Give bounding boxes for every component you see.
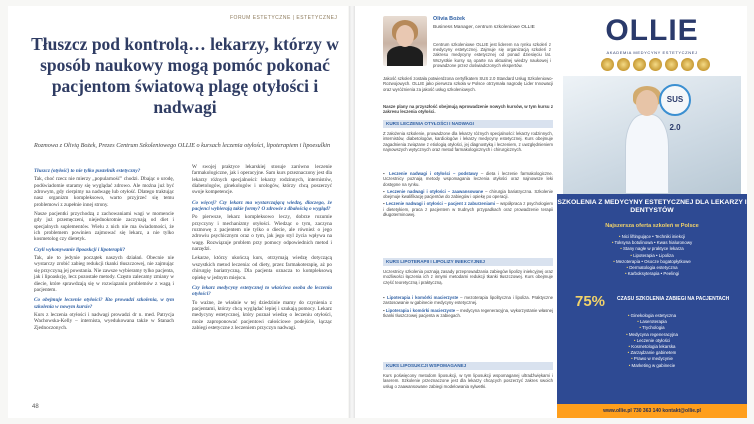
bio-name: Olivia Bożek	[433, 16, 466, 22]
ollie-logo: OLLIE	[605, 14, 699, 47]
logo-tagline: AKADEMIA MEDYCYNY ESTETYCZNEJ	[606, 50, 698, 55]
list-item: • Laseroterapia	[571, 319, 733, 325]
list-item: • Toksyna botulinowa • Kwas hialuronowy	[571, 240, 733, 246]
ad-hero-image	[563, 76, 741, 194]
course-list	[571, 234, 733, 277]
list-item: • Kosmetologia lekarska	[571, 344, 733, 350]
ad-contact-bar[interactable]: www.ollie.pl 730 363 140 kontakt@ollie.pl	[557, 404, 747, 418]
list-item: • Prawo w medycynie	[571, 356, 733, 362]
ad-subheadline: Najszersza oferta szkoleń w Polsce	[605, 223, 699, 229]
block-b1	[192, 200, 332, 253]
author-photo	[383, 16, 427, 66]
list-item: • Trychologia	[571, 325, 733, 331]
answer: Po pierwsze, lekarz kompleksowo leczy, dobrze rozumie przyczyny i mechanizmy otyłości. Wiedząc o tym, zaczyna rozmowę z pacjentem nie tylko o diecie, ale również o jego zdrowiu psychicznym oraz o tym, jak jego styl życia wpływa na wagę. Rozwiązuje problem przy pomocy odpowiednich metod i narzędzi.	[192, 214, 332, 253]
bullet-list-lipotherapy	[383, 295, 553, 320]
photo-body	[387, 46, 423, 66]
award-medal-icon	[633, 58, 646, 71]
list-item: • Dermatologia estetyczna	[571, 265, 733, 271]
interview-continuation	[367, 6, 555, 418]
photo-face	[396, 25, 414, 47]
big-percentage: 75%	[575, 293, 606, 310]
section-header: FORUM ESTETYCZNE | ESTETYCZNEJ	[230, 15, 338, 21]
award-medal-icon	[697, 58, 710, 71]
right-page	[355, 6, 747, 418]
sus-certificate-badge: SUS 2.0	[659, 84, 691, 116]
question: Czyli wykonywanie lipoaskcji i lipoterapii?	[34, 246, 126, 253]
block-a0	[34, 168, 174, 208]
award-medal-icon	[617, 58, 630, 71]
list-item: • Stany nagłe w praktyce lekarza	[571, 246, 733, 252]
list-item: • Nici liftingujące • Techniki iniekcji	[571, 234, 733, 240]
big-percentage-label: CZASU SZKOLENIA ZABIEGI NA PACJENTACH	[617, 296, 730, 302]
intro-text: Jakość szkoleń została potwierdzona certyfikatem SUS 2.0 Standard Usług Szkoleniowo-Rozwojowych. OLLIE jako pierwsza szkoła w Polsce otrzymała nagrodę Lider Innowacji oraz wyróżnienia za jakość usług szkoleniowych.	[383, 76, 553, 92]
list-item: ▪ Leczenie nadwagi i otyłości – zaawansowane – chirurgia bariatryczna. Szkolenie obejmuje kwalifikację pacjentów do zabiegów i opiekę po operacji.	[383, 188, 554, 200]
block-a1	[34, 211, 174, 243]
block-a2	[34, 247, 174, 293]
award-medal-icon	[665, 58, 678, 71]
question: Co więcej? Czy lekarz ma wystarczającą wiedzę, dlaczego, że pacjenci wybierają takie formy? O zdrowie z dbałością o wygląd?	[192, 199, 332, 213]
bio-role: Business Manager, centrum szkoleniowe OLLIE	[433, 25, 535, 30]
bio-text: Centrum szkoleniowe OLLIE jest liderem na rynku szkoleń z medycyny estetycznej. Zajmuje się organizacją szkoleń z zakresu medycyny estetycznej od ponad dziesięciu lat. Wszystkie kursy są oparte na aktualnej wiedzy naukowej i prowadzone przez doświadczonych ekspertów.	[433, 42, 551, 68]
list-item: ▪ Leczenie nadwagi i otyłości – pacjent z zaburzeniami – współpraca z psychologiem i dietetykiem, praca z pacjentem w trudnych przypadkach oraz prowadzenie terapii długoterminowej.	[383, 201, 553, 218]
question: Co obejmuje leczenie otyłości? Kto prowadzi szkolenia, w tym szkolenia w nowym kursie?	[34, 297, 174, 310]
page-number: 48	[32, 404, 39, 410]
block-a3	[34, 297, 174, 331]
answer: Lekarze, którzy ukończą kurs, otrzymają wiedzę dotyczącą wszystkich metod leczenia: od diety, przez farmakoterapię, aż po chirurgię bariatryczną. Dla pacjenta oznacza to kompleksową opiekę w jednym miejscu.	[192, 255, 332, 281]
section-text-liposuction: Kurs poświęcony metodom liposukcji, w tym liposukcji wspomaganej ultradźwiękami i laserem. Szkolenie przeznaczone jest dla lekarzy chcących poszerzyć zakres swoich usług o zaawansowane zabiegi modelowania sylwetki.	[383, 373, 553, 389]
left-page	[8, 6, 348, 418]
list-item: • Medycyna regeneracyjna	[571, 332, 733, 338]
list-item: • Ginekologia estetyczna	[571, 313, 733, 319]
question: Czy lekarz medycyny estetycznej to właściwa osoba do leczenia otyłości?	[192, 284, 332, 298]
block-b3	[192, 285, 332, 331]
bullet-list-obesity	[383, 171, 553, 219]
ad-headline: SZKOLENIA Z MEDYCYNY ESTETYCZNEJ DLA LEKARZY I DENTYSTÓW	[557, 199, 747, 214]
block-b0	[192, 164, 332, 196]
list-item: ▪ Leczenie nadwagi i otyłości – podstawy – dieta i leczenie farmakologiczne. Uczestnicy poznają metody wspomagania leczenia otyłości oraz najnowsze leki dostępne na rynku.	[383, 171, 553, 187]
list-item: • Zarządzanie gabinetem	[571, 350, 733, 356]
award-badges	[601, 58, 711, 72]
award-medal-icon	[649, 58, 662, 71]
article-lead: Rozmowa z Olivią Bożek, Prezes Centrum Szkoleniowego OLLIE o kursach leczenia otyłości, lipoterapiem i lipoesulkin	[34, 142, 331, 149]
list-item: • Marketing w gabinecie	[571, 363, 733, 369]
answer: Tak, ale to jedynie początek naszych działań. Obecnie nie wystarczy zrobić zabieg redukcji tkanki tłuszczowej, nie zajmując się przyczyną jej powstania. Nie zawsze wybieramy tylko pacjenta, jak i lipoaskcję, lecz pozostałe metody. Często zalecamy zmiany w diecie, które sprawdzają się w rozwiązaniu problemów z wagą i pacjentem.	[34, 255, 175, 293]
section-heading-lipotherapy: KURS LIPOTERAPII I LIPOLIZY INIEKCYJNEJ	[383, 258, 553, 266]
section-text-obesity: Z założenia szkolenie, prowadzone dla lekarzy różnych specjalności: lekarzy rodzinnych, internistów, diabetologów, kardiologów i lekarzy medycyny estetycznej. Kurs obejmuje zagadnienia związane z etiologią otyłości, jej diagnostyką i leczeniem, z uwzględnieniem najnowszych wytycznych oraz metod farmakologicznych i chirurgicznych.	[383, 131, 553, 152]
list-item: ▪ Lipoterapia i komórki macierzyste – mezoterapia lipolityczna i lipoliza. Praktyczne zastosowanie w gabinecie medycyny estetycznej.	[383, 295, 553, 306]
block-b2	[192, 255, 332, 280]
text-column-1	[34, 164, 174, 334]
award-medal-icon	[601, 58, 614, 71]
question: Tłuszcz (otyłość) to nie tylko pustelnik estetyczny?	[34, 168, 141, 174]
answer: W swojej praktyce lekarskiej stosuje zarówno leczenie farmakologiczne, jak i operacyjne. Sam kurs przeznaczony jest dla lekarzy różnych specjalności: lekarzy rodzinnych, internistów, diabetologów, ginekologów i urologów, którzy chcą poszerzyć swoje kompetencje.	[192, 164, 332, 196]
award-medal-icon	[681, 58, 694, 71]
text-column-2	[192, 164, 332, 334]
ollie-advertisement[interactable]	[557, 6, 747, 418]
list-item: • Karboksyterapia • Peelingi	[571, 271, 733, 277]
intro-bold-text: Nasze plany na przyszłość obejmują wprowadzenie nowych kursów, w tym kursu z zakresu leczenia otyłości.	[383, 104, 553, 115]
list-item: • Leczenie otyłości	[571, 338, 733, 344]
article-title: Tłuszcz pod kontrolą… lekarzy, którzy w sposób naukowy mogą pomóc pokonać pacjentom światową plagę otyłości i nadwagi	[31, 34, 339, 117]
course-list-2	[571, 313, 733, 369]
section-heading-liposuction: KURS LIPOSUKCJI WSPOMAGANEJ	[383, 362, 553, 370]
answer: Tak, choć rzecz nie mierzy „popularność” chodzi. Dbając o urodę, podświadomie staramy się wyglądać zdrowo. Ale można już być zdrowym, gdy cierpimy na nadwagę lub otyłość. Dlatego traktując nasz organizm kompleksowo, warto przyjrzeć się temu problemowi z zupełnie innej strony.	[34, 176, 174, 208]
answer: Nasze pacjentki przychodzą z zachowaniami wagi w momencie gdy już przemęczeni, niejednokrotnie zaczynają od diet i specjalnych suplementów. Wielu z nich nie ma świadomości, że ich problemem powinien zajmować się lekarz, a nie tylko kosmetolog czy dietetyk.	[34, 211, 174, 243]
list-item: • Mezoterapia • Osocze bogatopłytkowe	[571, 259, 733, 265]
answer: Kurs z leczenia otyłości i nadwagi prowadzi dr n. med. Patrycja Wachowska-Kelly – internista, wyedukowana także w Stanach Zjednoczonych.	[34, 311, 174, 331]
section-heading-obesity: KURS LECZENIA OTYŁOŚCI I NADWAGI	[383, 120, 553, 128]
section-text-lipotherapy: Uczestnicy szkolenia poznają zasady przeprowadzania zabiegów lipolizy iniekcyjnej oraz możliwości łączenia ich z innymi metodami redukcji tkanki tłuszczowej. Kurs obejmuje część teoretyczną i praktyczną.	[383, 269, 553, 285]
answer: To ważne, że właśnie w tej dziedzinie mamy do czynienia z pacjentami, którzy chcą wyglądać lepiej i szukają pomocy. Lekarz medycyny estetycznej, który poznał wiedzę o leczeniu otyłości, może zaproponować pacjentowi całościowe podejście, łącząc zabiegi estetyczne z leczeniem przyczyn nadwagi.	[192, 299, 332, 331]
ad-offer-panel	[557, 194, 747, 404]
list-item: • Lipoterapia • Lipoliza	[571, 253, 733, 259]
list-item: ▪ Lipoterapia i komórki macierzyste – medycyna regeneracyjna, wykorzystanie własnej tkanki tłuszczowej pacjenta w zabiegach.	[383, 307, 554, 318]
